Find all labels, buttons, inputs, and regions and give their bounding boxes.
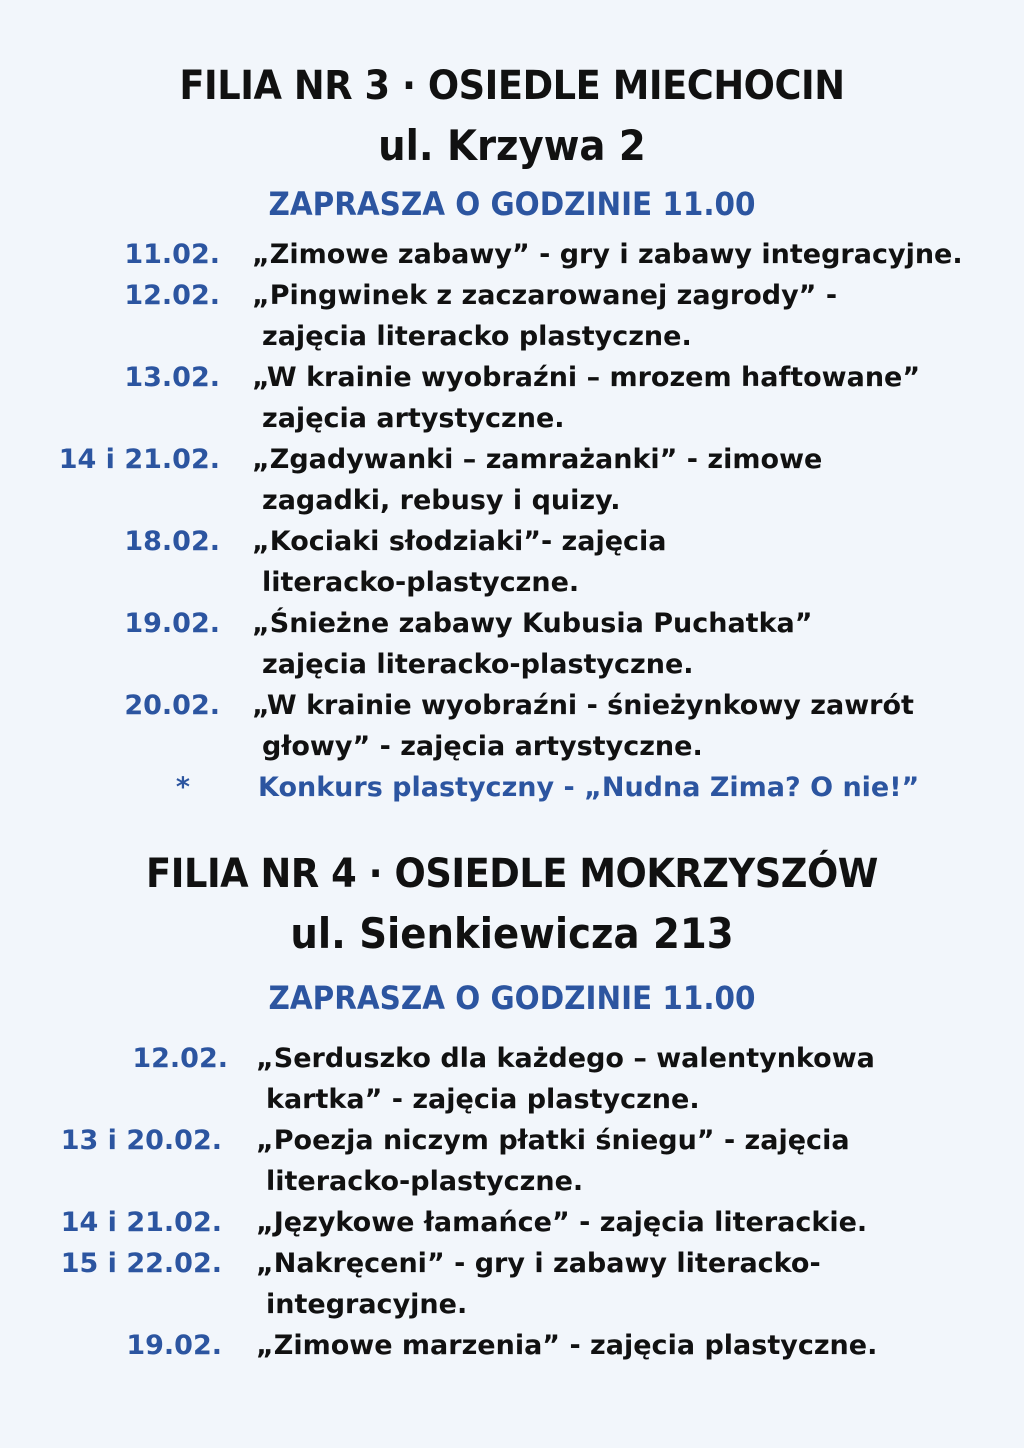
event-date: 14 i 21.02. [58,444,220,475]
branch-filia-3 [0,62,1024,808]
event-description: „W krainie wyobraźni – mrozem haftowane” zajęcia artystyczne. [252,362,921,434]
branch-title: FILIA NR 3 · OSIEDLE MIECHOCIN [179,63,845,109]
event-item [0,357,1024,439]
event-description: „Zimowe marzenia” - zajęcia plastyczne. [256,1330,878,1361]
contest-marker: * [175,772,190,803]
event-item [0,1325,1024,1366]
event-date: 12.02. [124,280,220,311]
event-date: 15 i 22.02. [60,1248,222,1279]
event-item [0,1120,1024,1202]
event-description: „Serduszko dla każdego – walentynkowa kartka” - zajęcia plastyczne. [256,1043,875,1115]
event-description: „Językowe łamańce” - zajęcia literackie. [256,1207,868,1238]
branch-filia-4 [0,850,1024,1366]
event-date: 11.02. [124,239,220,270]
event-item [0,1202,1024,1243]
branch-title: FILIA NR 4 · OSIEDLE MOKRZYSZÓW [146,851,878,897]
event-date: 19.02. [126,1330,222,1361]
event-item [0,234,1024,275]
event-item [0,1038,1024,1120]
event-date: 12.02. [132,1043,228,1074]
event-date: 20.02. [124,690,220,721]
event-description: „Pingwinek z zaczarowanej zagrody” - zajęcia literacko plastyczne. [252,280,838,352]
event-date: 19.02. [124,608,220,639]
event-date: 13 i 20.02. [60,1125,222,1156]
event-description: „Zgadywanki – zamrażanki” - zimowe zagadki, rebusy i quizy. [252,444,823,516]
event-date: 14 i 21.02. [60,1207,222,1238]
event-item [0,685,1024,767]
branch-address: ul. Krzywa 2 [378,121,646,170]
branch-address: ul. Sienkiewicza 213 [290,909,734,958]
event-description: „Kociaki słodziaki”- zajęcia literacko-plastyczne. [252,526,667,598]
invite-time: ZAPRASZA O GODZINIE 11.00 [268,979,756,1017]
invite-time: ZAPRASZA O GODZINIE 11.00 [268,185,756,223]
event-list [0,234,1024,808]
contest-description: Konkurs plastyczny - „Nudna Zima? O nie!” [258,772,920,803]
event-item [0,521,1024,603]
event-list [0,1038,1024,1366]
event-description: „W krainie wyobraźni - śnieżynkowy zawrót głowy” - zajęcia artystyczne. [252,690,914,762]
event-date: 18.02. [124,526,220,557]
event-description: „Poezja niczym płatki śniegu” - zajęcia literacko-plastyczne. [256,1125,850,1197]
event-item [0,1243,1024,1325]
event-item [0,603,1024,685]
event-description: „Śnieżne zabawy Kubusia Puchatka” zajęcia literacko-plastyczne. [252,608,813,680]
event-description: „Zimowe zabawy” - gry i zabawy integracyjne. [252,239,963,270]
contest-item [0,767,1024,808]
event-date: 13.02. [124,362,220,393]
event-item [0,439,1024,521]
event-description: „Nakręceni” - gry i zabawy literacko-integracyjne. [256,1248,821,1320]
event-item [0,275,1024,357]
